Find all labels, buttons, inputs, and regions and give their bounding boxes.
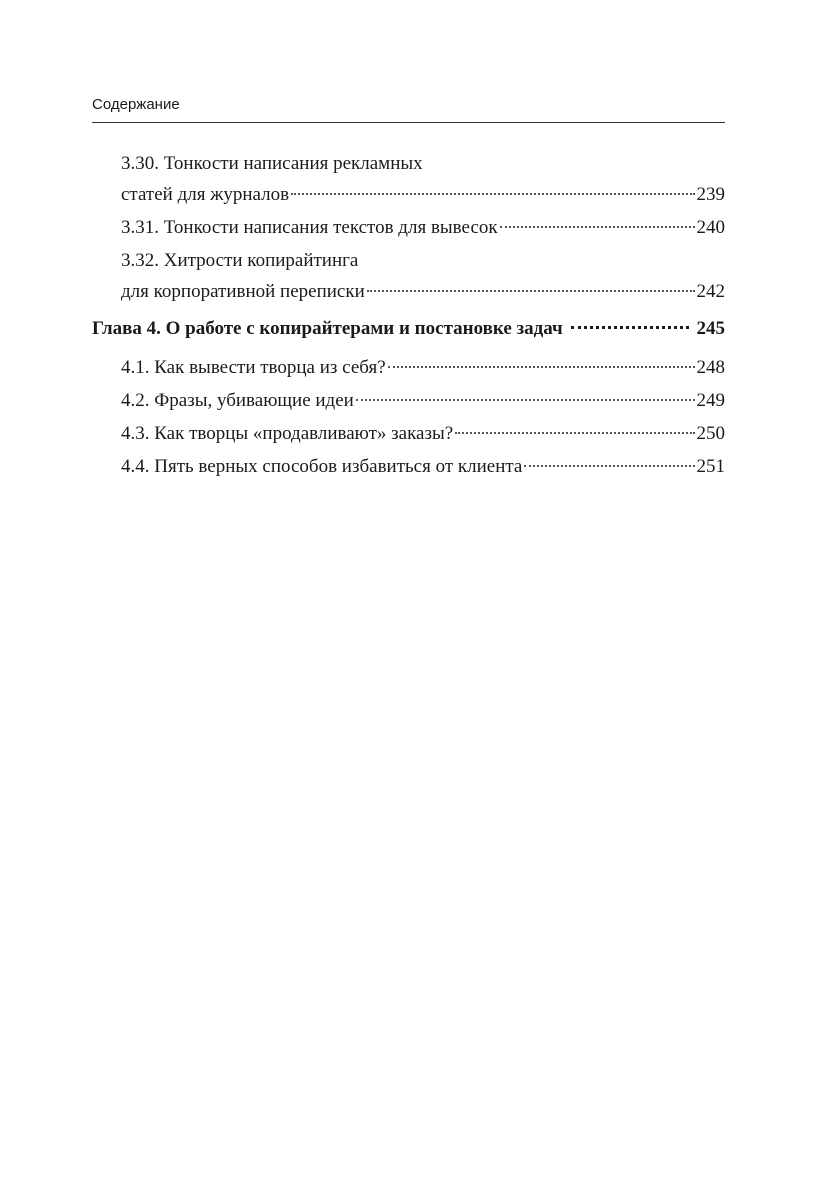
toc-entry-title-continued: статей для журналов [121,184,290,205]
dot-leader [388,365,695,368]
toc-page-number: 249 [696,390,725,411]
toc-page-number: 248 [696,357,725,378]
toc-page-number: 245 [696,318,725,339]
toc-entry-4-1[interactable] [92,352,725,383]
toc-entry-title: 4.1. Как вывести творца из себя? [121,357,386,378]
toc-entry-4-3[interactable] [92,418,725,449]
toc-entry-4-2[interactable] [92,385,725,416]
table-of-contents [92,148,725,484]
toc-entry-title: 3.31. Тонкости написания текстов для вывесок [121,217,498,238]
header-rule [92,122,725,123]
running-header: Содержание [92,96,180,113]
toc-page-number: 242 [696,281,725,302]
dot-leader [367,289,695,292]
dot-leader [356,398,695,401]
toc-chapter-title: Глава 4. О работе с копирайтерами и постановке задач [92,318,563,339]
toc-entry-4-4[interactable] [92,451,725,482]
toc-chapter-4[interactable] [92,313,725,344]
toc-entry-title: 4.4. Пять верных способов избавиться от клиента [121,456,523,477]
toc-entry-3-30[interactable] [92,148,725,210]
toc-entry-title: 3.32. Хитрости копирайтинга [121,250,359,271]
dot-leader [571,325,689,329]
dot-leader [524,464,694,467]
toc-page-number: 239 [696,184,725,205]
toc-entry-title-continued: для корпоративной переписки [121,281,365,302]
toc-entry-title: 4.3. Как творцы «продавливают» заказы? [121,423,454,444]
toc-page-number: 250 [696,423,725,444]
toc-page-number: 251 [696,456,725,477]
toc-page-number: 240 [696,217,725,238]
dot-leader [500,225,695,228]
dot-leader [291,192,694,195]
toc-entry-title: 4.2. Фразы, убивающие идеи [121,390,354,411]
toc-entry-3-32[interactable] [92,245,725,307]
toc-entry-title: 3.30. Тонкости написания рекламных [121,153,423,174]
dot-leader [455,431,694,434]
toc-entry-3-31[interactable] [92,212,725,243]
